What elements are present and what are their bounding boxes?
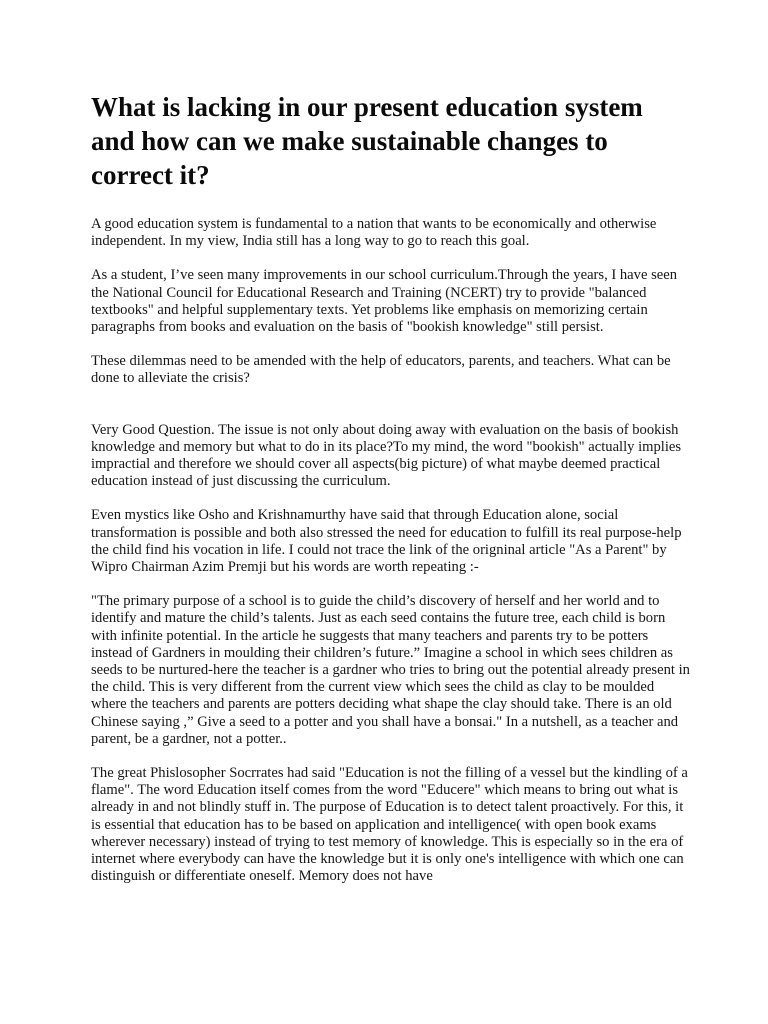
- paragraph-1: A good education system is fundamental to a nation that wants to be economically and otherwise independent. In my view, India still has a long way to go to reach this goal.: [91, 216, 657, 250]
- paragraph-2: As a student, I’ve seen many improvements in our school curriculum.Through the years, I have seen the National Council for Educational Research and Training (NCERT) try to provide "balanced textbooks" and helpful supplementary texts. Yet problems like emphasis on memorizing certain paragraphs from books and evaluation on the basis of "bookish knowledge" still persist.: [91, 267, 678, 336]
- paragraph-3: These dilemmas need to be amended with the help of educators, parents, and teachers. What can be done to alleviate the crisis?: [91, 353, 671, 387]
- paragraph-6: "The primary purpose of a school is to guide the child’s discovery of herself and her world and to identify and mature the child’s talents. Just as each seed contains the future tree, each child is born with infinite potential. In the article he suggests that many teachers and parents try to be potters instead of Gardners in moulding their children’s future.” Imagine a school in which sees children as seeds to be nurtured-here the teacher is a gardner who tries to bring out the potential already present in the child. This is very different from the current view which sees the child as clay to be moulded where the teachers and parents are potters deciding what shape the clay should take. There is an old Chinese saying ,” Give a seed to a potter and you shall have a bonsai." In a nutshell, as a teacher and parent, be a gardner, not a potter..: [91, 593, 690, 747]
- paragraph-4: Very Good Question. The issue is not only about doing away with evaluation on the basis of bookish knowledge and memory but what to do in its place?To my mind, the word "bookish" actually implies impractial and therefore we should cover all aspects(big picture) of what maybe deemed practical education instead of just discussing the curriculum.: [91, 421, 682, 490]
- paragraph-5: Even mystics like Osho and Krishnamurthy have said that through Education alone, social transformation is possible and both also stressed the need for education to fulfill its real purpose-help the child find his vocation in life. I could not trace the link of the origninal article "As a Parent" by Wipro Chairman Azim Premji but his words are worth repeating :-: [91, 507, 682, 576]
- document-title: What is lacking in our present education system and how can we make sustainable changes to correct it?: [91, 92, 643, 190]
- paragraph-7: The great Phislosopher Socrrates had said "Education is not the filling of a vessel but the kindling of a flame". The word Education itself comes from the word "Educere" which means to bring out what is already in and not blindly stuff in. The purpose of Education is to detect talent proactively. For this, it is essential that education has to be based on application and intelligence( with open book exams wherever necessary) instead of trying to test memory of knowledge. This is especially so in the era of internet where everybody can have the knowledge but it is only one's intelligence with which one can distinguish or differentiate oneself. Memory does not have: [91, 765, 688, 885]
